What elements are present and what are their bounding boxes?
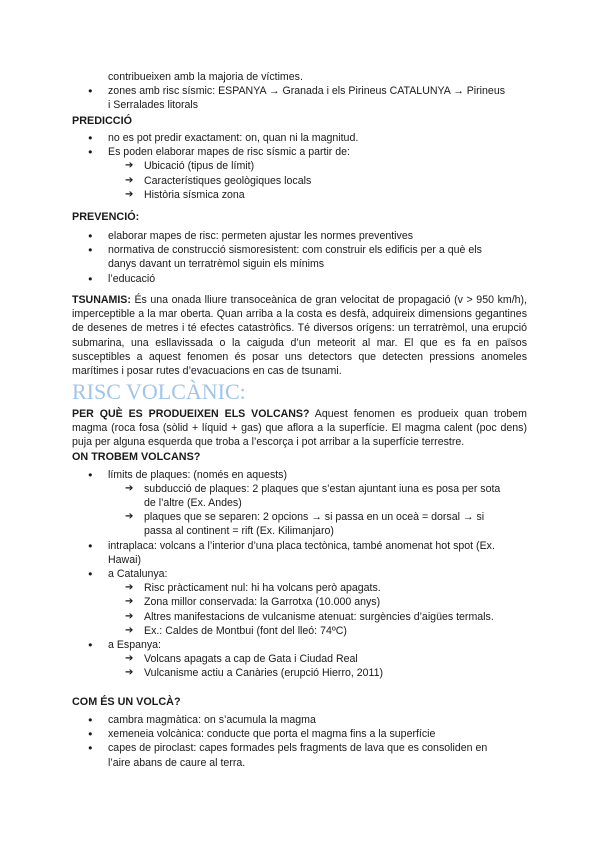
why-text: Aquest fenomen es produeix quan trobem magma (roca fosa (sòlid + líquid + gas) que aflora a la superfície. El magma calent (poc dens) puja per alguna esquerda que troba a l’escorça i pot arribar a la superfície terrestre.: [72, 408, 527, 449]
list-item: [72, 539, 527, 567]
why-paragraph: [72, 407, 527, 450]
normativa-line-2: danys davant un terratrèmol siguin els mínims: [108, 258, 325, 271]
list-item: ● no es pot predir exactament: on, quan ni la magnitud.: [72, 131, 527, 145]
list-item: ● l’educació: [72, 272, 527, 286]
list-item: ● a Espanya:: [72, 638, 527, 652]
subduccio-line-2: de l’altre (Ex. Andes): [144, 497, 242, 510]
sub-list-item: ➔ Ubicació (tipus de límit): [72, 159, 527, 173]
intraplaca-line-2: Hawai): [108, 553, 141, 566]
sub-list-item: ➔ Vulcanisme actiu a Canàries (erupció Hierro, 2011): [72, 666, 527, 680]
normativa-line-1: normativa de construcció sismoresistent: com construir els edificis per a què els: [108, 244, 482, 257]
tsunamis-label: TSUNAMIS:: [72, 294, 131, 306]
sub-list-item: ➔ Història sísmica zona: [72, 188, 527, 202]
list-item: ● límits de plaques: (només en aquests): [72, 468, 527, 482]
list-item: [72, 741, 527, 769]
list-item: [72, 243, 527, 271]
section-top: [72, 70, 527, 113]
heading-prevencio: PREVENCIÓ:: [72, 211, 140, 223]
section-com-es: [72, 695, 527, 770]
sub-list-item: ➔ Zona millor conservada: la Garrotxa (10.000 anys): [72, 595, 527, 609]
tsunamis-paragraph: [72, 293, 527, 378]
separen-line-2: passa al continent = rift (Ex. Kilimanjaro): [144, 525, 334, 538]
tsunamis-text: És una onada lliure transoceànica de gran velocitat de propagació (v > 950 km/h), imperceptible a la mar oberta. Quan arriba a la costa es desfà, adquireix dimensions gegantines de desenes de metres i té efectes catastròfics. Té diversos orígens: un terratrèmol, una erupció submarina, una esllavissada o la caiguda d’un meteorit al mar. El que es fa en països susceptibles a aquest fenomen és posar uns detectors que detecten pressions anomeles marítimes i posar rutes d’evacuacions en cas de tsunami.: [72, 294, 527, 378]
section-prevencio: [72, 210, 527, 286]
list-item: ● elaborar mapes de risc: permeten ajustar les normes preventives: [72, 229, 527, 243]
sub-list-item: [72, 510, 527, 538]
piroclast-line-2: l’aire abans de caure al terra.: [108, 756, 246, 769]
heading-on-trobem: ON TROBEM VOLCANS?: [72, 450, 201, 463]
list-item-zones: [72, 84, 527, 112]
piroclast-line-1: capes de piroclast: capes formades pels fragments de lava que es consoliden en: [108, 742, 488, 755]
why-label: PER QUÈ ES PRODUEIXEN ELS VOLCANS?: [72, 408, 310, 420]
section-tsunamis: [72, 293, 527, 378]
section-title: RISC VOLCÀNIC:: [72, 379, 246, 404]
sub-list-item: ➔ Volcans apagats a cap de Gata i Ciudad Real: [72, 652, 527, 666]
list-item: ● xemeneia volcànica: conducte que porta el magma fins a la superfície: [72, 727, 527, 741]
zones-line-2: i Serralades litorals: [108, 99, 199, 112]
list-item: ● cambra magmàtica: on s’acumula la magma: [72, 713, 527, 727]
sub-list-item: ➔ Risc pràcticament nul: hi ha volcans però apagats.: [72, 581, 527, 595]
heading-com-es: COM ÉS UN VOLCÀ?: [72, 696, 181, 708]
subduccio-line-1: subducció de plaques: 2 plaques que s’estan ajuntant iuna es posa per sota: [144, 482, 501, 495]
sub-list-item: ➔ Altres manifestacions de vulcanisme atenuat: surgències d’aigües termals.: [72, 610, 527, 624]
intraplaca-line-1: intraplaca: volcans a l’interior d’una placa tectònica, també anomenat hot spot (Ex.: [108, 539, 495, 552]
continuation-line: contribueixen amb la majoria de víctimes.: [108, 71, 303, 83]
sub-list-item: [72, 482, 527, 510]
heading-prediccio: PREDICCIÓ: [72, 115, 132, 127]
section-risc-volcanic: [72, 380, 527, 681]
zones-line-1: zones amb risc sísmic: ESPANYA → Granada i els Pirineus CATALUNYA → Pirineus: [108, 85, 506, 98]
list-item: ● a Catalunya:: [72, 567, 527, 581]
sub-list-item: ➔ Característiques geològiques locals: [72, 174, 527, 188]
sub-list-item: ➔ Ex.: Caldes de Montbui (font del lleó: 74ºC): [72, 624, 527, 638]
separen-line-1: plaques que se separen: 2 opcions → si passa en un oceà = dorsal → si: [144, 511, 485, 524]
list-item: ● Es poden elaborar mapes de risc sísmic a partir de:: [72, 145, 527, 159]
section-prediccio: [72, 114, 527, 202]
